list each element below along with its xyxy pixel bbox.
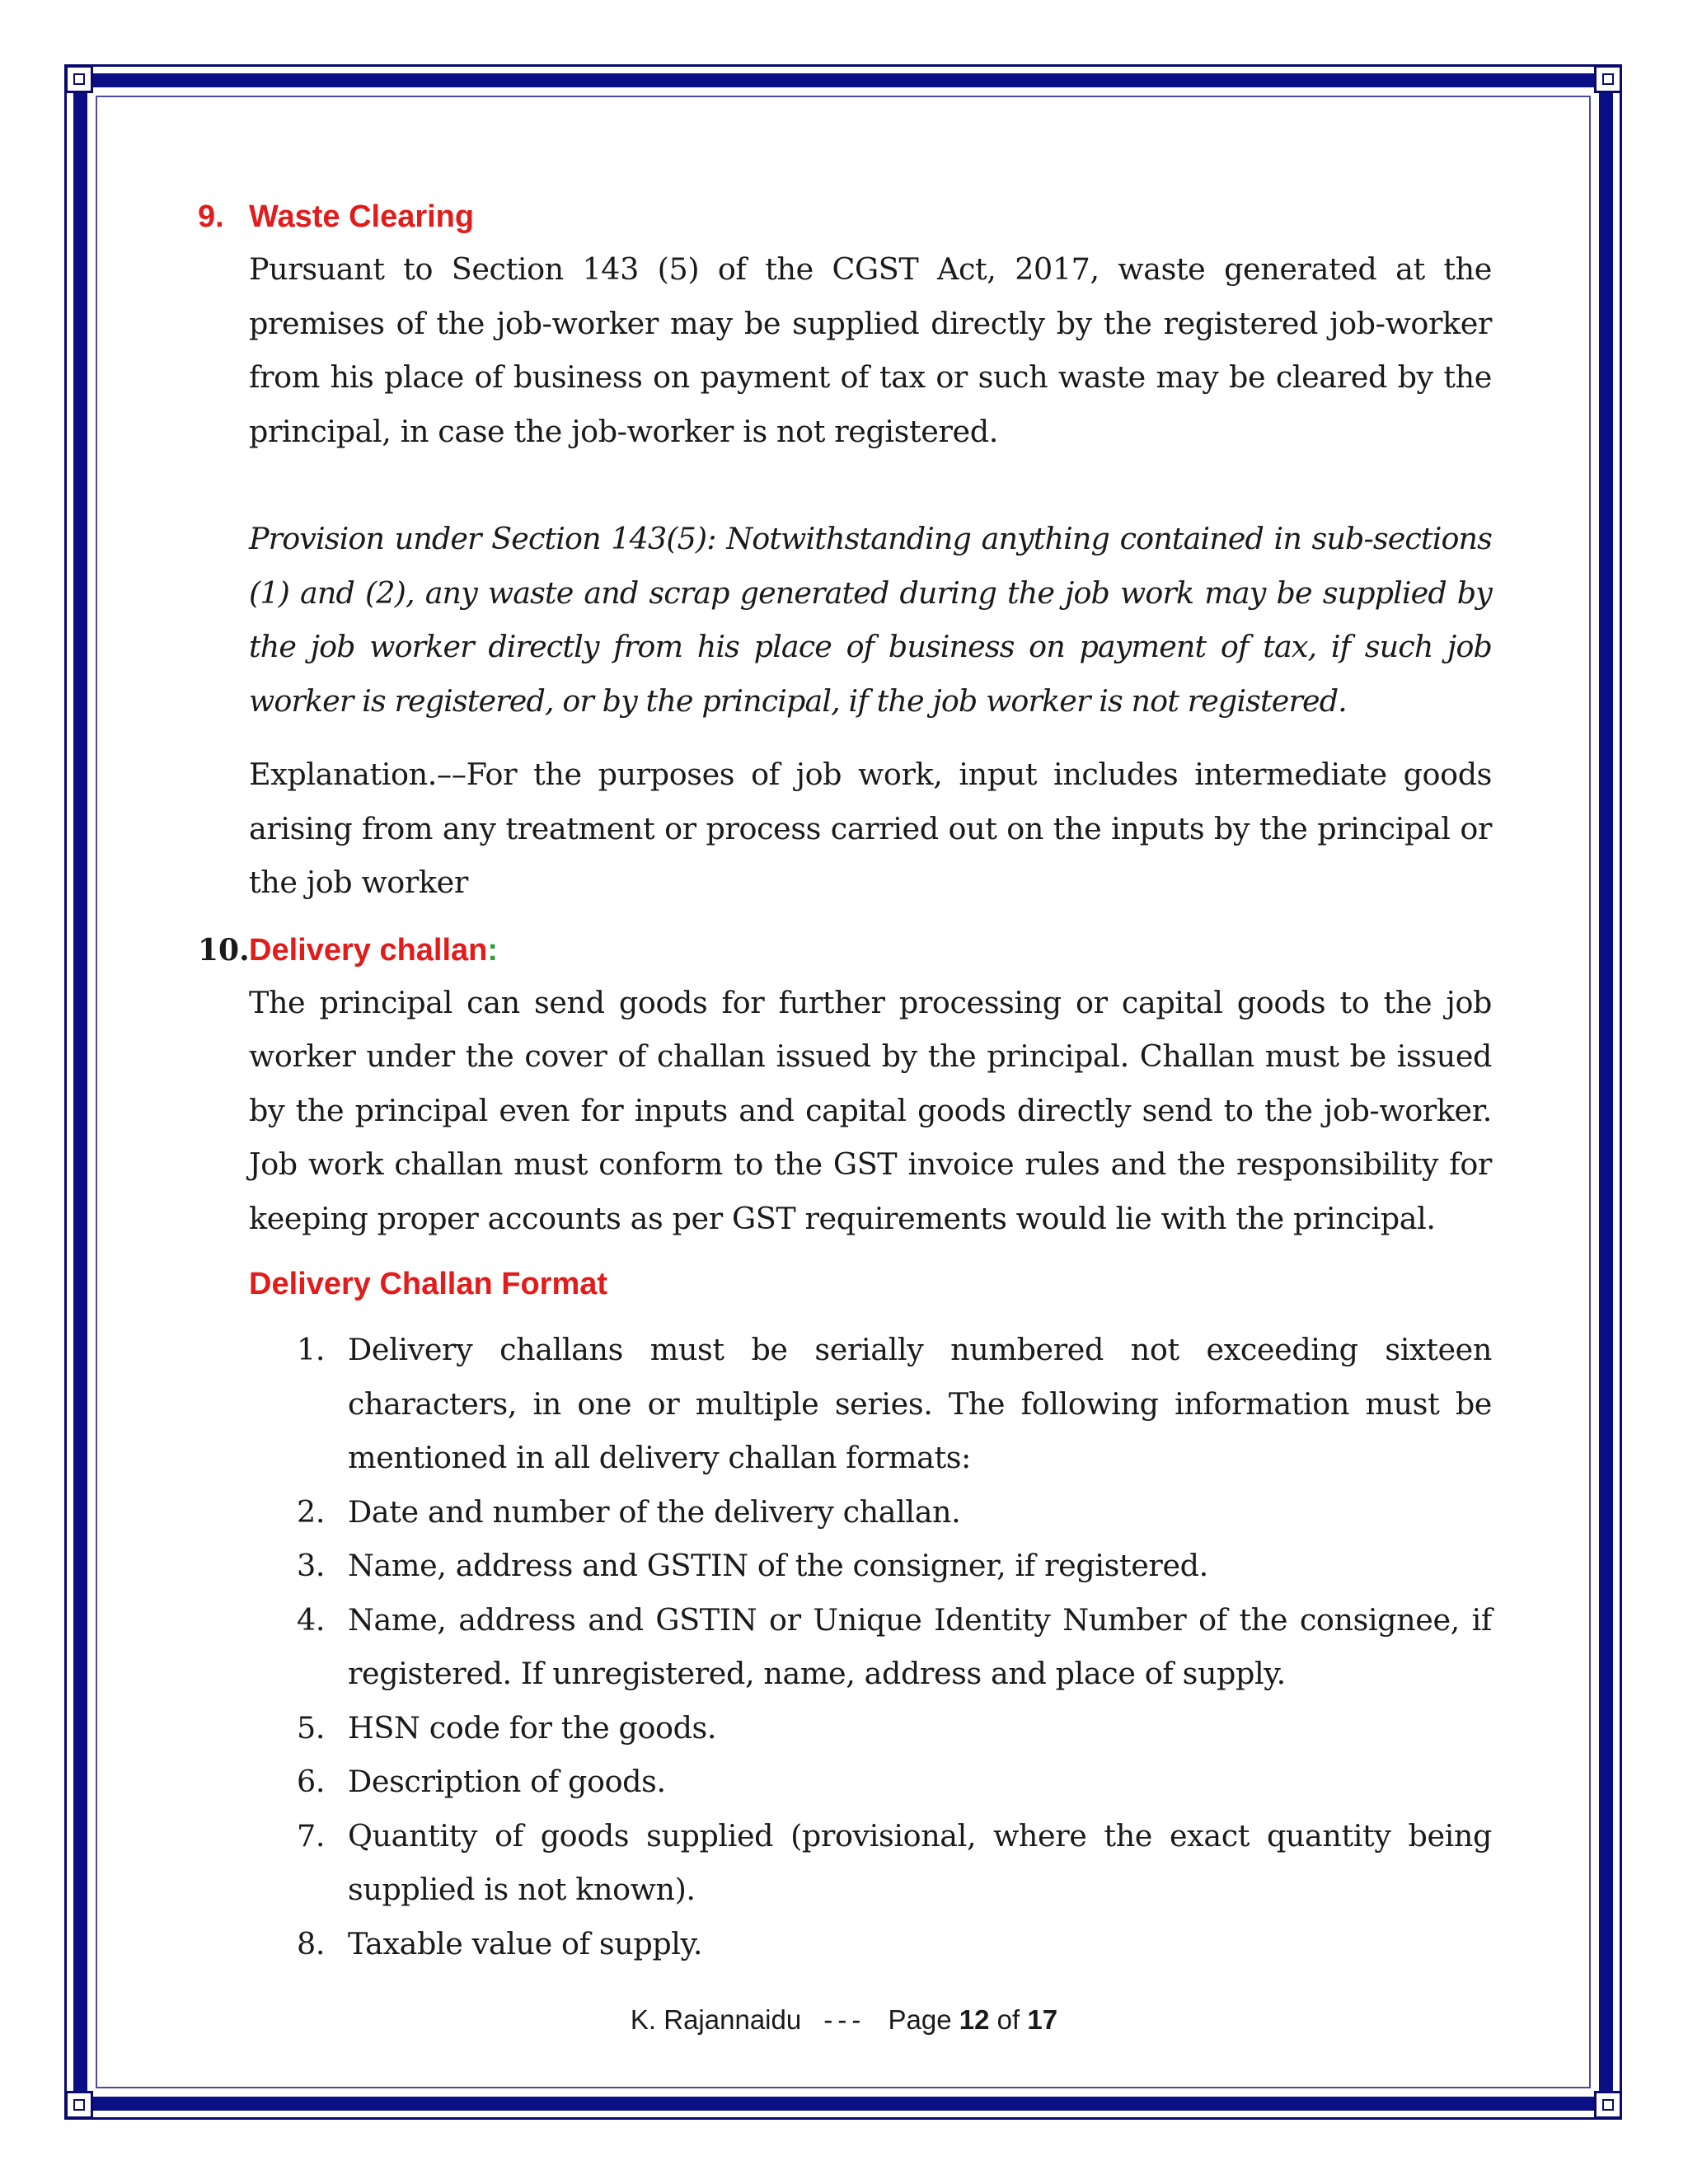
page-content xyxy=(198,196,1492,1971)
corner-ornament-top-right xyxy=(1594,65,1622,93)
footer-of-word: of xyxy=(996,2004,1020,2035)
list-item: 5. HSN code for the goods. xyxy=(297,1709,717,1746)
list-item: 7. Quantity of goods supplied (provisional, where the exact quantity being supplied is not known). xyxy=(297,1817,1492,1907)
delivery-challan-format-heading: Delivery Challan Format xyxy=(249,1267,608,1301)
corner-ornament-top-left xyxy=(65,65,93,93)
list-item: 2. Date and number of the delivery challan. xyxy=(297,1493,961,1530)
section-9-explanation: Explanation.––For the purposes of job work, input includes intermediate goods arising from any treatment or process carried out on the inputs by the principal or the job worker xyxy=(249,757,1492,900)
section-9-heading xyxy=(198,196,1492,237)
footer-author: K. Rajannaidu xyxy=(630,2004,802,2035)
section-10-colon: : xyxy=(487,932,499,968)
section-9-paragraph: Pursuant to Section 143 (5) of the CGST Act, 2017, waste generated at the premises of the job-worker may be supplied directly by the registered job-worker from his place of business on payment of tax or such waste may be cleared by the principal, in case the job-worker is not registered. xyxy=(249,251,1492,449)
corner-ornament-bottom-right xyxy=(1594,2091,1622,2119)
section-10-paragraph: The principal can send goods for further processing or capital goods to the job worker under the cover of challan issued by the principal. Challan must be issued by the principal even for inputs and capital goods directly send to the job-worker. Job work challan must conform to the GST invoice rules and the responsibility for keeping proper accounts as per GST requirements would lie with the principal. xyxy=(249,984,1492,1236)
list-item: 4. Name, address and GSTIN or Unique Identity Number of the consignee, if registered. If unregistered, name, address and place of supply. xyxy=(297,1601,1492,1691)
section-10-number: 10. xyxy=(198,932,250,968)
list-item: 8. Taxable value of supply. xyxy=(297,1925,703,1961)
page-footer xyxy=(0,2004,1688,2036)
section-9-provision: Provision under Section 143(5): Notwithstanding anything contained in sub-sections (1) and (2), any waste and scrap generated during the job work may be supplied by the job worker directly from his place of business on payment of tax, if such job worker is registered, or by the principal, if the job worker is not registered. xyxy=(249,521,1492,719)
footer-page-word: Page xyxy=(888,2004,952,2035)
section-9-title: Waste Clearing xyxy=(249,199,475,234)
footer-page-current: 12 xyxy=(959,2004,990,2035)
section-10-title: Delivery challan xyxy=(249,932,488,968)
corner-ornament-bottom-left xyxy=(65,2091,93,2119)
footer-page-total: 17 xyxy=(1027,2004,1058,2035)
footer-separator: --- xyxy=(823,2004,866,2035)
section-10-heading xyxy=(198,930,1492,971)
list-item: 6. Description of goods. xyxy=(297,1764,666,1799)
list-item: 3. Name, address and GSTIN of the consigner, if registered. xyxy=(297,1548,1208,1583)
delivery-challan-format-list xyxy=(198,1323,1492,1971)
list-item: 1. Delivery challans must be serially numbered not exceeding sixteen characters, in one or multiple series. The following information must be mentioned in all delivery challan formats: xyxy=(297,1332,1492,1475)
section-9-number: 9. xyxy=(198,199,224,234)
